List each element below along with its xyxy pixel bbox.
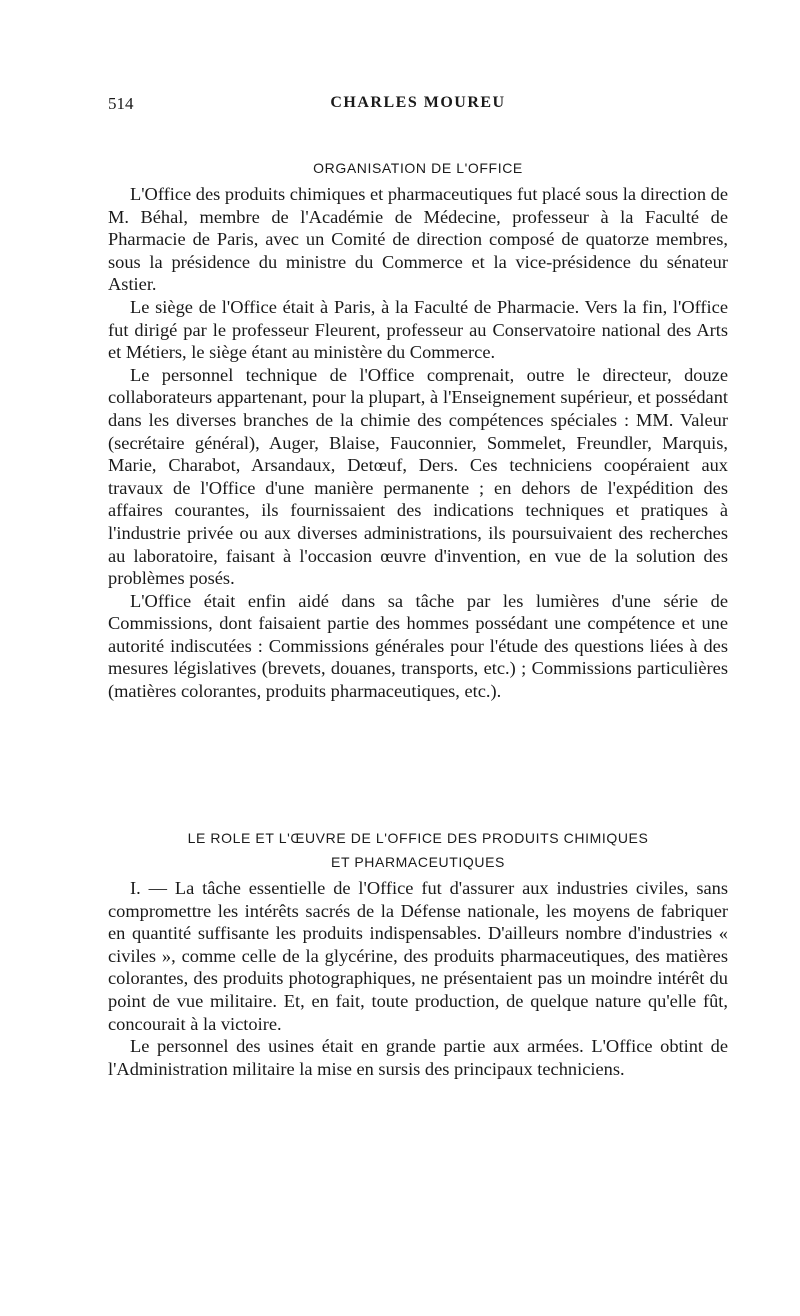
paragraph: Le personnel technique de l'Office comprenait, outre le directeur, douze collaborateurs appartenant, pour la plupart, à l'Enseignement supérieur, et possédant dans les diverses branches de la chimie des compétences spéciales : MM. Valeur (secrétaire général), Auger, Blaise, Fauconnier, Sommelet, Freundler, Marquis, Marie, Charabot, Arsandaux, Detœuf, Ders. Ces techniciens coopéraient aux travaux de l'Office d'une manière permanente ; en dehors de l'expédition des affaires courantes, ils fournissaient des indications techniques et pratiques à l'industrie privée ou aux diverses administrations, ils poursuivaient des recherches au laboratoire, faisant à l'occasion œuvre d'invention, en vue de la solution des problèmes posés. xyxy=(108,364,728,589)
paragraph: Le personnel des usines était en grande partie aux armées. L'Office obtint de l'Administration militaire la mise en sursis des principaux techniciens. xyxy=(108,1036,728,1079)
paragraph: L'Office était enfin aidé dans sa tâche par les lumières d'une série de Commissions, dont faisaient partie des hommes possédant une compétence et une autorité indiscutées : Commissions générales pour l'étude des questions liées à des mesures législatives (brevets, douanes, transports, etc.) ; Commissions particulières (matières colorantes, produits pharmaceutiques, etc.). xyxy=(108,590,728,702)
paragraph: L'Office des produits chimiques et pharmaceutiques fut placé sous la direction de M. Béhal, membre de l'Académie de Médecine, professeur à la Faculté de Pharmacie de Paris, avec un Comité de direction composé de quatorze membres, sous la présidence du ministre du Commerce et la vice-présidence du sénateur Astier. xyxy=(108,184,728,295)
page-number: 514 xyxy=(108,94,134,113)
paragraph: I. — La tâche essentielle de l'Office fut d'assurer aux industries civiles, sans compromettre les intérêts sacrés de la Défense nationale, les moyens de fabriquer en quantité suffisante les produits indispensables. D'ailleurs nombre d'industries « civiles », comme celle de la glycérine, des produits pharmaceutiques, des matières colorantes, des produits photographiques, ne présentaient pas un moindre intérêt du point de vue militaire. Et, en fait, toute production, de quelque nature qu'elle fût, concourait à la victoire. xyxy=(108,878,728,1034)
running-head xyxy=(108,94,728,118)
section-heading-text: ORGANISATION DE L'OFFICE xyxy=(313,160,523,176)
section-role-body xyxy=(108,877,728,1080)
section-heading-organisation xyxy=(108,156,728,180)
section-heading-line-1: LE ROLE ET L'ŒUVRE DE L'OFFICE DES PRODUITS CHIMIQUES xyxy=(187,830,649,846)
paragraph: Le siège de l'Office était à Paris, à la Faculté de Pharmacie. Vers la fin, l'Office fut dirigé par le professeur Fleurent, professeur au Conservatoire national des Arts et Métiers, le siège étant au ministère du Commerce. xyxy=(108,296,728,363)
running-title: CHARLES MOUREU xyxy=(330,94,506,111)
section-heading-line-2: ET PHARMACEUTIQUES xyxy=(331,854,505,870)
section-heading-role xyxy=(108,826,728,874)
section-organisation-body xyxy=(108,183,728,703)
